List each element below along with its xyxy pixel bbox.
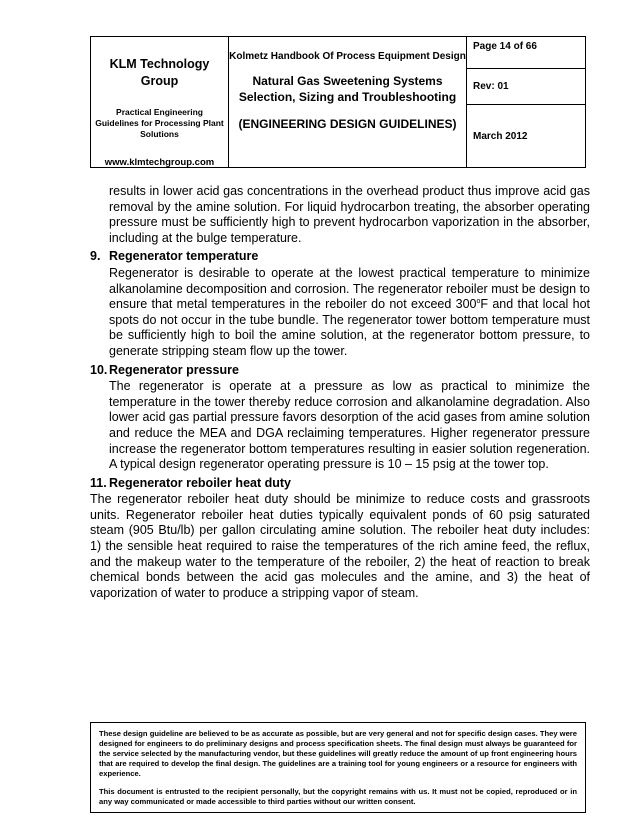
degree-superscript: o <box>476 298 481 305</box>
company-name: KLM Technology Group <box>109 57 210 88</box>
section-9-heading <box>90 249 590 265</box>
paragraph-text: F and that local hot spots do not occur in the tube bundle. The regenerator tower bottom temperature must be sufficiently high to boil the amine solution, at the regenerator bottom pressure, to generate stripping steam flow up the tower. <box>109 297 590 358</box>
section-number: 9. <box>90 249 101 264</box>
company-website: www.klmtechgroup.com <box>104 157 215 168</box>
document-title: Natural Gas Sweetening Systems Selection, Sizing and Troubleshooting <box>238 74 457 104</box>
section-number: 11. <box>90 475 107 490</box>
company-block <box>91 37 229 167</box>
handbook-name: Kolmetz Handbook Of Process Equipment Design <box>229 51 466 62</box>
section-title: Regenerator pressure <box>109 362 239 377</box>
meta-block <box>467 37 585 167</box>
revision: Rev: 01 <box>467 69 585 105</box>
section-9-paragraph <box>90 266 590 360</box>
document-header <box>90 36 586 168</box>
page-body <box>90 184 590 601</box>
disclaimer-box <box>90 722 586 813</box>
section-number: 10. <box>90 362 108 377</box>
company-tagline: Practical Engineering Guidelines for Processing Plant Solutions <box>95 107 224 139</box>
section-10-heading <box>90 363 590 379</box>
section-title: Regenerator reboiler heat duty <box>109 475 291 490</box>
document-subtitle: (ENGINEERING DESIGN GUIDELINES) <box>238 117 457 131</box>
section-11-heading <box>90 476 590 492</box>
page-number: Page 14 of 66 <box>467 37 585 69</box>
paragraph-text: Regenerator is desirable to operate at the lowest practical temperature to minimize alkanolamine decomposition and corrosion. The regenerator reboiler must be design to ensure that metal temperatures in the reboiler do not exceed 300 <box>109 265 590 312</box>
copyright-text: This document is entrusted to the recipient personally, but the copyright remains with us. It must not be copied, reproduced or in any way communicated or made accessible to third parties without our written consent. <box>99 787 577 806</box>
section-10-paragraph: The regenerator is operate at a pressure as low as practical to minimize the temperature in the tower thereby reduce corrosion and alkanolamine degradation. Also lower acid gas partial pressure favors desorption of the acid gases from amine solution and reduce the MEA and DGA reclaiming temperatures. Higher regenerator pressure increase the regenerator bottom temperatures resulting in easier solution regeneration. A typical design regenerator operating pressure is 10 – 15 psig at the tower top. <box>109 379 590 472</box>
issue-date: March 2012 <box>473 130 528 142</box>
disclaimer-text: These design guideline are believed to be as accurate as possible, but are very general and not for specific design cases. They were designed for engineers to do preliminary designs and process specification sheets. The final design must always be guaranteed for the service selected by the manufacturing vendor, but these guidelines will greatly reduce the amount of up front engineering hours that are required to develop the final design. The guidelines are a training tool for young engineers or a resource for engineers with experience. <box>99 729 577 778</box>
section-11-paragraph: The regenerator reboiler heat duty should be minimize to reduce costs and grassroots units. Regenerator reboiler heat duties typically equivalent ponds of 60 psig saturated steam (905 Btu/lb) per gallon circulating amine solution. The reboiler heat duty includes: 1) the sensible heat required to raise the temperatures of the rich amine feed, the reflux, and the makeup water to the temperature of the reboiler, 2) the heat of reaction to break chemical bonds between the acid gas molecules and the amine, and 3) the heat of vaporization of water to produce a stripping vapor of steam. <box>90 492 590 600</box>
title-block <box>229 37 467 167</box>
intro-paragraph: results in lower acid gas concentrations in the overhead product thus improve acid gas removal by the amine solution. For liquid hydrocarbon treating, the absorber operating pressure must be sufficiently high to prevent hydrocarbon vaporization in the absorber, including at the bulge temperature. <box>109 184 590 245</box>
section-title: Regenerator temperature <box>109 249 259 264</box>
